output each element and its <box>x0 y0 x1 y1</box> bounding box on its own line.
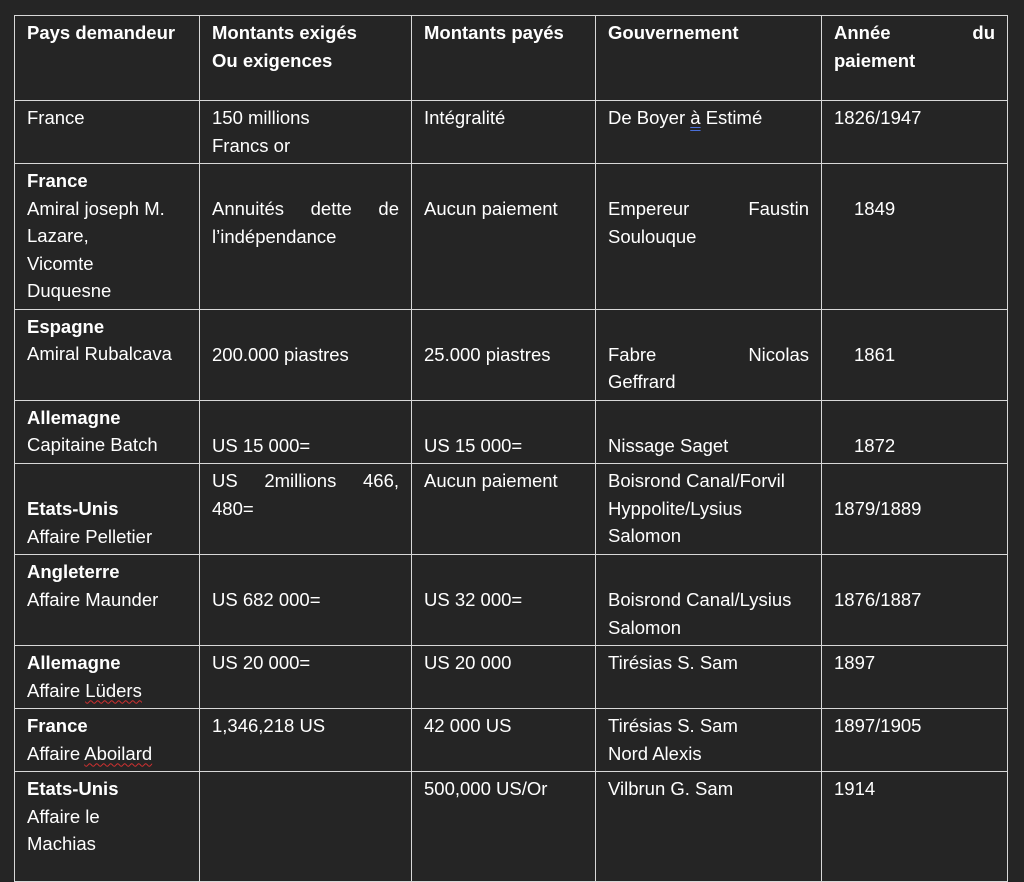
header-country: Pays demandeur <box>15 16 200 101</box>
table-row <box>15 164 1008 310</box>
cell-government: De Boyer à Estimé <box>596 101 822 164</box>
cell-amount-demanded: 1,346,218 US <box>200 709 412 772</box>
cell-government: Tirésias S. Sam <box>596 646 822 709</box>
cell-amount-paid: 42 000 US <box>412 709 596 772</box>
cell-amount-paid: 500,000 US/Or <box>412 772 596 882</box>
header-amount-demanded: Montants exigés Ou exigences <box>200 16 412 101</box>
cell-amount-demanded: US 15 000= <box>200 400 412 464</box>
cell-amount-paid: US 15 000= <box>412 400 596 464</box>
cell-country: France Amiral joseph M. Lazare, Vicomte Duquesne <box>15 164 200 310</box>
cell-year: 1897 <box>822 646 1008 709</box>
debt-claims-table <box>14 15 1008 882</box>
table-row <box>15 464 1008 555</box>
cell-amount-demanded: US 682 000= <box>200 555 412 646</box>
table-row <box>15 709 1008 772</box>
cell-amount-demanded: US 20 000= <box>200 646 412 709</box>
cell-amount-paid: Intégralité <box>412 101 596 164</box>
header-government: Gouvernement <box>596 16 822 101</box>
table-row <box>15 400 1008 464</box>
cell-amount-paid: 25.000 piastres <box>412 309 596 400</box>
cell-year: 1826/1947 <box>822 101 1008 164</box>
cell-amount-demanded: Annuités dette de l’indépendance <box>200 164 412 310</box>
table-row <box>15 101 1008 164</box>
cell-country: Angleterre Affaire Maunder <box>15 555 200 646</box>
header-amount-paid: Montants payés <box>412 16 596 101</box>
cell-country: France Affaire Aboilard <box>15 709 200 772</box>
header-row <box>15 16 1008 101</box>
cell-amount-demanded: 150 millions Francs or <box>200 101 412 164</box>
cell-government: Boisrond Canal/Lysius Salomon <box>596 555 822 646</box>
cell-amount-paid: US 20 000 <box>412 646 596 709</box>
cell-country: France <box>15 101 200 164</box>
cell-amount-paid: US 32 000= <box>412 555 596 646</box>
cell-year: 1876/1887 <box>822 555 1008 646</box>
cell-amount-demanded: 200.000 piastres <box>200 309 412 400</box>
cell-year: 1879/1889 <box>822 464 1008 555</box>
cell-government: Boisrond Canal/Forvil Hyppolite/Lysius Salomon <box>596 464 822 555</box>
cell-country: Espagne Amiral Rubalcava <box>15 309 200 400</box>
table-row <box>15 309 1008 400</box>
cell-year: 1872 <box>822 400 1008 464</box>
table-row <box>15 646 1008 709</box>
cell-country: Allemagne Affaire Lüders <box>15 646 200 709</box>
cell-government: Vilbrun G. Sam <box>596 772 822 882</box>
cell-government: Fabre Nicolas Geffrard <box>596 309 822 400</box>
cell-government: Tirésias S. Sam Nord Alexis <box>596 709 822 772</box>
cell-government: Nissage Saget <box>596 400 822 464</box>
cell-year: 1861 <box>822 309 1008 400</box>
cell-year: 1897/1905 <box>822 709 1008 772</box>
table-row <box>15 555 1008 646</box>
cell-country: Etats-Unis Affaire Pelletier <box>15 464 200 555</box>
cell-country: Etats-Unis Affaire le Machias <box>15 772 200 882</box>
cell-amount-paid: Aucun paiement <box>412 464 596 555</box>
table-row <box>15 772 1008 882</box>
cell-government: Empereur Faustin Soulouque <box>596 164 822 310</box>
cell-amount-demanded <box>200 772 412 882</box>
cell-year: 1914 <box>822 772 1008 882</box>
cell-country: Allemagne Capitaine Batch <box>15 400 200 464</box>
header-year: Année du paiement <box>822 16 1008 101</box>
cell-amount-demanded: US 2millions 466, 480= <box>200 464 412 555</box>
cell-amount-paid: Aucun paiement <box>412 164 596 310</box>
cell-year: 1849 <box>822 164 1008 310</box>
